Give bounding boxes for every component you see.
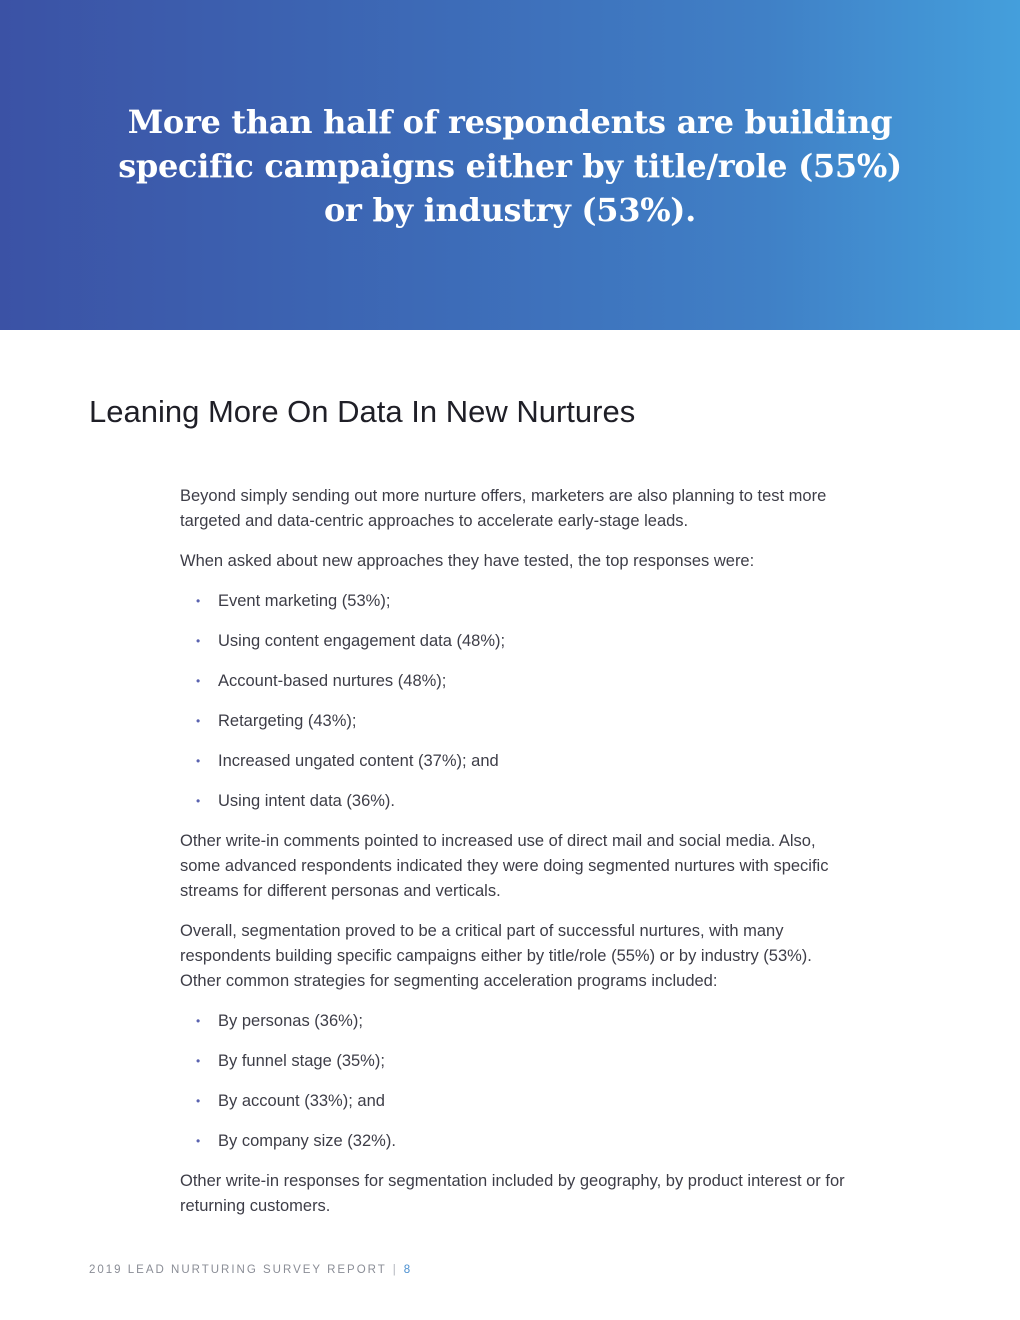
footer-separator: | xyxy=(392,1264,398,1276)
page-number: 8 xyxy=(403,1264,413,1276)
bullet-icon: • xyxy=(196,1134,201,1148)
report-title: 2019 LEAD NURTURING SURVEY REPORT xyxy=(89,1264,387,1276)
hero-title xyxy=(110,100,910,232)
page-footer xyxy=(89,1262,412,1278)
bullet-icon: • xyxy=(196,794,201,808)
segmentation-list xyxy=(180,1009,850,1154)
paragraph-closing: Other write-in responses for segmentation included by geography, by product interest or for returning customers. xyxy=(180,1172,845,1215)
list-item: • By funnel stage (35%); xyxy=(180,1049,850,1074)
approaches-list xyxy=(180,589,850,814)
section-heading: Leaning More On Data In New Nurtures xyxy=(89,394,636,429)
list-item: • Event marketing (53%); xyxy=(180,589,850,614)
bullet-icon: • xyxy=(196,1094,201,1108)
list-item: • Retargeting (43%); xyxy=(180,709,850,734)
list-item: • Account-based nurtures (48%); xyxy=(180,669,850,694)
hero-title-line-3: or by industry (53%). xyxy=(324,191,696,229)
paragraph-approaches-lead: When asked about new approaches they have tested, the top responses were: xyxy=(180,552,755,570)
bullet-icon: • xyxy=(196,754,201,768)
bullet-icon: • xyxy=(196,594,201,608)
list-item: • By personas (36%); xyxy=(180,1009,850,1034)
bullet-icon: • xyxy=(196,1014,201,1028)
bullet-icon: • xyxy=(196,634,201,648)
paragraph-intro: Beyond simply sending out more nurture offers, marketers are also planning to test more targeted and data-centric approaches to accelerate early-stage leads. xyxy=(180,487,827,530)
body-content xyxy=(180,484,850,1234)
list-item: • By company size (32%). xyxy=(180,1129,850,1154)
hero-title-line-2: specific campaigns either by title/role (55%) xyxy=(118,147,902,185)
bullet-icon: • xyxy=(196,714,201,728)
hero-banner xyxy=(0,0,1020,330)
paragraph-segmentation: Overall, segmentation proved to be a critical part of successful nurtures, with many respondents building specific campaigns either by title/role (55%) or by industry (53%). Other common strategies for segmenting acceleration programs included: xyxy=(180,922,812,990)
hero-title-line-1: More than half of respondents are building xyxy=(127,103,893,141)
paragraph-write-in: Other write-in comments pointed to increased use of direct mail and social media. Also, some advanced respondents indicated they were doing segmented nurtures with specific streams for different personas and verticals. xyxy=(180,832,829,900)
list-item: • By account (33%); and xyxy=(180,1089,850,1114)
list-item: • Using intent data (36%). xyxy=(180,789,850,814)
list-item: • Increased ungated content (37%); and xyxy=(180,749,850,774)
bullet-icon: • xyxy=(196,1054,201,1068)
list-item: • Using content engagement data (48%); xyxy=(180,629,850,654)
bullet-icon: • xyxy=(196,674,201,688)
